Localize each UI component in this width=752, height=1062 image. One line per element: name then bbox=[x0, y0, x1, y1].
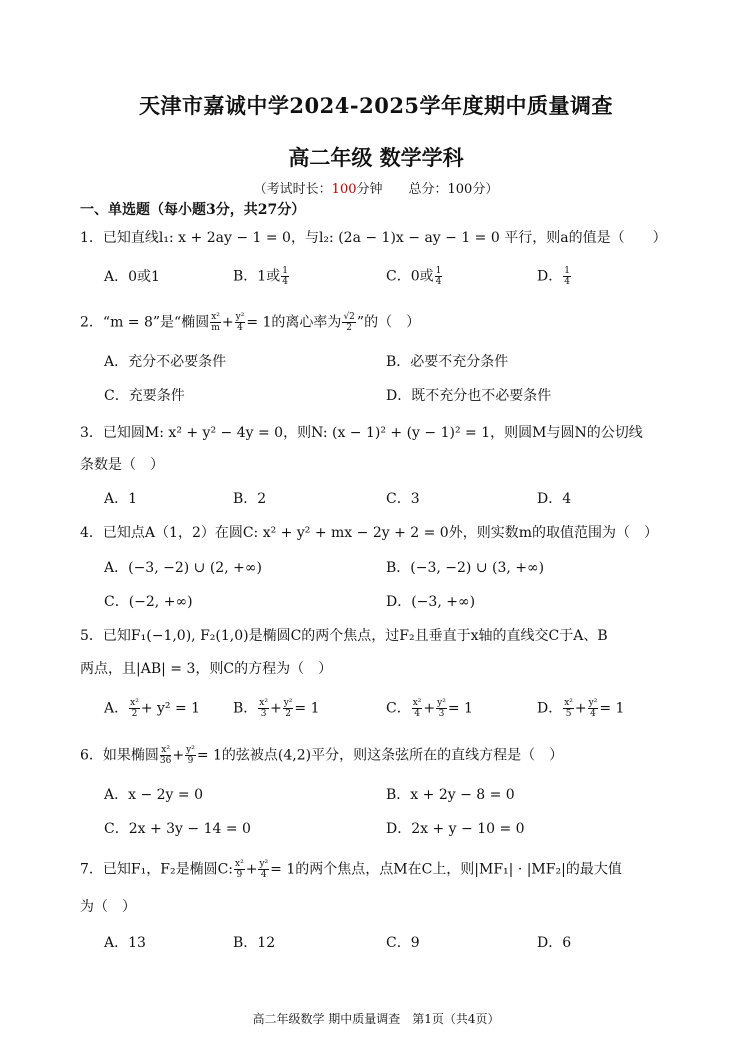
option-label: B． bbox=[233, 700, 258, 717]
fraction bbox=[129, 698, 140, 719]
question-4 bbox=[80, 524, 658, 542]
q1-option-c bbox=[386, 266, 443, 287]
q6-option-b: B．x + 2y − 8 = 0 bbox=[386, 787, 515, 803]
q2-option-a: A．充分不必要条件 bbox=[104, 354, 227, 370]
fraction-num: √2 bbox=[343, 312, 355, 322]
question-number: 1． bbox=[80, 230, 103, 246]
q1-option-a: A．0或1 bbox=[104, 269, 160, 285]
stem-part: = 1的弦被点(4,2)平分，则这条弦所在的直线方程是（ ） bbox=[196, 747, 564, 764]
question-number: 2． bbox=[80, 314, 103, 331]
q4-option-c: C．(−2, +∞) bbox=[104, 594, 193, 610]
fraction-den: m bbox=[211, 323, 220, 333]
fraction-num: x² bbox=[130, 698, 139, 708]
question-number: 3． bbox=[80, 425, 103, 441]
q5-option-b bbox=[233, 698, 320, 719]
option-rest: = 1 bbox=[599, 700, 625, 717]
fraction-den: 5 bbox=[565, 709, 572, 719]
stem-part: = 1的离心率为 bbox=[246, 314, 342, 331]
q5-option-d bbox=[537, 698, 624, 719]
option-rest: = 1 bbox=[294, 700, 320, 717]
q1-option-b bbox=[233, 266, 290, 287]
fraction-den: 4 bbox=[414, 709, 420, 719]
option-label: B．1或 bbox=[233, 268, 281, 285]
q5-option-c bbox=[386, 698, 473, 719]
option-label: D． bbox=[537, 268, 563, 285]
fraction-den: 2 bbox=[346, 323, 353, 333]
fraction-num: y² bbox=[588, 698, 598, 708]
option-label: D． bbox=[537, 700, 563, 717]
exam-duration: 100 bbox=[331, 182, 357, 197]
section-heading: 一、单选题（每小题3分，共27分） bbox=[80, 202, 306, 218]
fraction bbox=[283, 698, 294, 719]
q4-option-d: D．(−3, +∞) bbox=[386, 594, 476, 610]
fraction-num: x² bbox=[412, 698, 422, 708]
fraction bbox=[160, 745, 171, 766]
q4-option-b: B．(−3, −2) ∪ (3, +∞) bbox=[386, 560, 545, 576]
question-number: 6． bbox=[80, 747, 103, 764]
q2-option-d: D．既不充分也不必要条件 bbox=[386, 388, 552, 404]
fraction-den: 3 bbox=[438, 709, 445, 719]
question-2: 2．“m = 8”是“椭圆 $\frac{\text{x²}}{m}$ + $\frac{\text{y²}}{4}$ = 1的离心率为 $\frac{√2}{2}$ ”的（ ） bbox=[80, 312, 421, 333]
fraction-den: 4 bbox=[564, 277, 570, 287]
fraction bbox=[258, 859, 269, 880]
option-rest: + y² = 1 bbox=[140, 700, 201, 717]
fraction bbox=[563, 266, 571, 287]
exam-info bbox=[0, 178, 752, 197]
fraction-den: 4 bbox=[237, 323, 243, 333]
exam-info-prefix: （考试时长： bbox=[253, 182, 332, 197]
q6-option-c: C．2x + 3y − 14 = 0 bbox=[104, 821, 251, 837]
question-6: 6．如果椭圆 $\frac{\text{x²}}{36}$ + $\frac{\text{y²}}{9}$ = 1的弦被点(4,2)平分，则这条弦所在的直线方程是（ ） bbox=[80, 745, 564, 766]
fraction bbox=[563, 698, 574, 719]
fraction bbox=[588, 698, 599, 719]
fraction-num: x² bbox=[211, 312, 220, 322]
q5-option-a bbox=[104, 698, 200, 719]
fraction-den: 9 bbox=[236, 870, 243, 880]
q7-option-b: B．12 bbox=[233, 935, 276, 951]
q3-option-c: C．3 bbox=[386, 491, 420, 507]
fraction-den: 2 bbox=[285, 709, 291, 719]
q7-option-a: A．13 bbox=[104, 935, 146, 951]
q1-option-d bbox=[537, 266, 572, 287]
option-rest: = 1 bbox=[447, 700, 473, 717]
q3-option-d: D．4 bbox=[537, 491, 572, 507]
question-number: 5． bbox=[80, 628, 103, 644]
fraction bbox=[412, 698, 423, 719]
fraction-den: 36 bbox=[159, 756, 172, 766]
stem-part: “m = 8”是“椭圆 bbox=[102, 314, 210, 331]
q3-option-b: B．2 bbox=[233, 491, 267, 507]
fraction-den: 9 bbox=[187, 756, 194, 766]
fraction-num: 1 bbox=[564, 266, 570, 276]
fraction-num: 1 bbox=[435, 266, 442, 276]
fraction-den: 4 bbox=[590, 709, 596, 719]
fraction-num: y² bbox=[186, 745, 195, 755]
option-plus: + bbox=[269, 700, 282, 717]
question-3-line2: 条数是（ ） bbox=[80, 457, 164, 473]
q4-option-a: A．(−3, −2) ∪ (2, +∞) bbox=[104, 560, 262, 576]
q2-option-b: B．必要不充分条件 bbox=[386, 354, 509, 370]
option-plus: + bbox=[574, 700, 587, 717]
exam-info-suffix: 分钟 总分：100分） bbox=[356, 182, 499, 197]
fraction-den: 4 bbox=[435, 277, 442, 287]
fraction bbox=[234, 859, 245, 880]
page-title: 天津市嘉诚中学2024-2025学年度期中质量调查 bbox=[138, 93, 614, 118]
question-3 bbox=[80, 424, 643, 442]
q7-option-d: D．6 bbox=[537, 935, 572, 951]
stem-part: 已知圆M: x² + y² − 4y = 0，则N: (x − 1)² + (y − 1)² = 1，则圆M与圆N的公切线 bbox=[102, 425, 643, 441]
fraction-num: 1 bbox=[282, 266, 288, 276]
fraction-num: x² bbox=[161, 745, 170, 755]
q3-option-a: A．1 bbox=[104, 491, 138, 507]
option-label: A． bbox=[104, 700, 129, 717]
fraction-num: x² bbox=[259, 698, 268, 708]
question-number: 7． bbox=[80, 861, 103, 878]
question-5 bbox=[80, 627, 608, 645]
q6-option-a: A．x − 2y = 0 bbox=[104, 787, 203, 803]
fraction bbox=[436, 698, 447, 719]
page-footer: 高二年级数学 期中质量调查 第1页（共4页） bbox=[252, 1012, 500, 1026]
stem-part: 已知F₁(−1,0), F₂(1,0)是椭圆C的两个焦点，过F₂且垂直于x轴的直线交C于A、B bbox=[102, 628, 608, 644]
fraction-num: x² bbox=[564, 698, 573, 708]
stem-part: 已知点A（1，2）在圆C: x² + y² + mx − 2y + 2 = 0外，则实数m的取值范围为（ ） bbox=[102, 525, 658, 541]
fraction-num: y² bbox=[235, 312, 245, 322]
stem-part: ”的（ ） bbox=[356, 314, 421, 331]
question-stem: 已知直线l₁: x + 2ay − 1 = 0，与l₂: (2a − 1)x − ay − 1 = 0 平行，则a的值是（ ） bbox=[102, 230, 667, 246]
question-7: 7．已知F₁，F₂是椭圆C: $\frac{\text{x²}}{9}$ + $\frac{\text{y²}}{4}$ = 1的两个焦点，点M在C上，则|MF₁| · |MF₂|的最大值 bbox=[80, 859, 622, 880]
fraction-den: 4 bbox=[282, 277, 288, 287]
fraction bbox=[258, 698, 269, 719]
subject-title: 高二年级 数学学科 bbox=[288, 145, 464, 170]
fraction bbox=[210, 312, 221, 333]
fraction bbox=[235, 312, 246, 333]
fraction-num: y² bbox=[259, 859, 269, 869]
stem-part: = 1的两个焦点，点M在C上，则|MF₁| · |MF₂|的最大值 bbox=[270, 861, 622, 878]
q7-option-c: C．9 bbox=[386, 935, 420, 951]
fraction-num: x² bbox=[235, 859, 244, 869]
q6-option-d: D．2x + y − 10 = 0 bbox=[386, 821, 525, 837]
question-7-line2: 为（ ） bbox=[80, 899, 136, 915]
question-number: 4． bbox=[80, 525, 103, 541]
fraction bbox=[281, 266, 289, 287]
fraction bbox=[342, 312, 355, 333]
fraction-den: 2 bbox=[131, 709, 138, 719]
fraction bbox=[435, 266, 443, 287]
fraction-num: y² bbox=[283, 698, 293, 708]
fraction-num: y² bbox=[437, 698, 446, 708]
option-label: C． bbox=[386, 700, 411, 717]
q2-option-c: C．充要条件 bbox=[104, 388, 185, 404]
option-label: C．0或 bbox=[386, 268, 434, 285]
option-plus: + bbox=[423, 700, 436, 717]
stem-part: 如果椭圆 bbox=[102, 747, 159, 764]
fraction-den: 4 bbox=[260, 870, 267, 880]
question-1 bbox=[80, 229, 667, 247]
stem-part: 已知F₁，F₂是椭圆C: bbox=[102, 861, 234, 878]
question-5-line2: 两点，且|AB| = 3，则C的方程为（ ） bbox=[80, 661, 333, 677]
fraction-den: 3 bbox=[260, 709, 267, 719]
fraction bbox=[185, 745, 196, 766]
